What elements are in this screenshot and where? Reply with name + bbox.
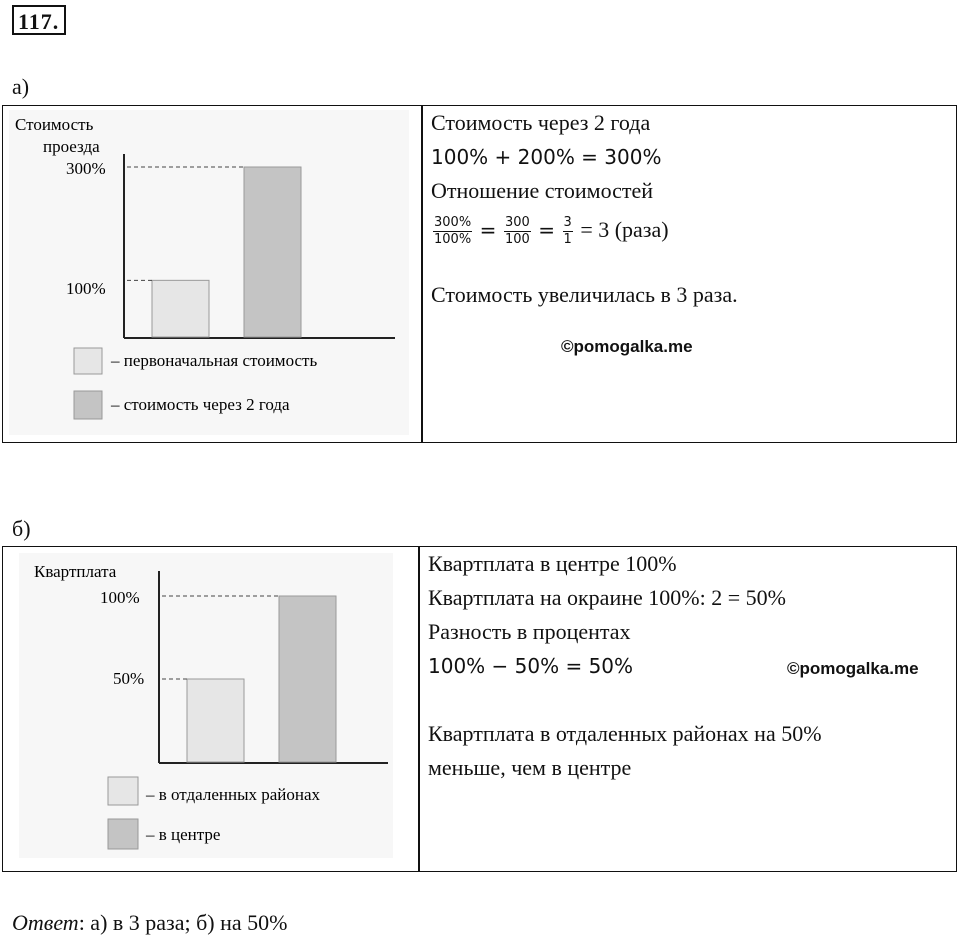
fraction-1: $\frac{300\%}{100\%}$ <box>434 215 472 248</box>
part-b-label: б) <box>12 516 31 541</box>
chart-b-tick-50: 50% <box>113 669 145 688</box>
answer-prefix: Ответ <box>12 910 79 935</box>
chart-a-ylabel-line1: Стоимость <box>15 115 94 134</box>
part-b-line-3: Разность в процентах <box>428 619 631 644</box>
part-b-line-4: 100% − 50% = 50% <box>428 654 634 678</box>
part-a-result: = 3 (раза) <box>580 217 669 242</box>
chart-a-tick-100: 100% <box>66 279 106 298</box>
part-a-line-1: Стоимость через 2 года <box>431 110 651 135</box>
chart-a-legend-swatch-1 <box>74 348 102 374</box>
fraction-3: $\frac{3}{1}$ <box>563 215 572 248</box>
watermark-a: ©pomogalka.me <box>561 337 693 356</box>
fraction-2: $\frac{300}{100}$ <box>504 215 530 248</box>
chart-b-legend-swatch-2 <box>108 819 138 849</box>
part-b-divider <box>418 546 420 872</box>
chart-a <box>3 106 420 441</box>
part-b-conclusion-2: меньше, чем в центре <box>428 755 632 780</box>
part-b-line-1: Квартплата в центре 100% <box>428 551 677 576</box>
chart-a-tick-300: 300% <box>66 159 106 178</box>
chart-a-legend-swatch-2 <box>74 391 102 419</box>
part-a-fraction-line: $\frac{300\%}{100\%}$ = $\frac{300}{100}$ = $\frac{3}{1}$ = 3 (раза) <box>434 215 669 248</box>
chart-b-ylabel: Квартплата <box>34 562 117 581</box>
chart-b <box>3 547 417 870</box>
chart-a-legend-2: – стоимость через 2 года <box>111 395 290 414</box>
answer-text: : а) в 3 раза; б) на 50% <box>78 910 288 935</box>
part-a-text <box>431 106 738 312</box>
part-a-label: а) <box>12 74 30 99</box>
part-b-conclusion-1: Квартплата в отдаленных районах на 50% <box>428 721 822 746</box>
part-a-line-3: Отношение стоимостей <box>431 178 654 203</box>
watermark-b: ©pomogalka.me <box>787 659 919 678</box>
problem-number: 117. <box>12 5 66 35</box>
answer-line <box>12 910 288 936</box>
chart-a-bar-2 <box>244 167 301 337</box>
part-a-divider <box>421 105 423 443</box>
chart-b-bar-2 <box>279 596 336 762</box>
chart-b-legend-2: – в центре <box>146 825 221 844</box>
chart-a-ylabel-line2: проезда <box>43 137 100 156</box>
chart-b-tick-100: 100% <box>100 588 140 607</box>
chart-b-legend-swatch-1 <box>108 777 138 805</box>
chart-b-legend-1: – в отдаленных районах <box>146 785 321 804</box>
part-b-text <box>428 547 822 785</box>
part-b-line-2: Квартплата на окраине 100%: 2 = 50% <box>428 585 786 610</box>
part-a-conclusion: Стоимость увеличилась в 3 раза. <box>431 282 738 307</box>
chart-a-legend-1: – первоначальная стоимость <box>111 351 318 370</box>
chart-a-bar-1 <box>152 280 209 337</box>
part-a-line-2: 100% + 200% = 300% <box>431 145 662 169</box>
chart-b-bar-1 <box>187 679 244 762</box>
